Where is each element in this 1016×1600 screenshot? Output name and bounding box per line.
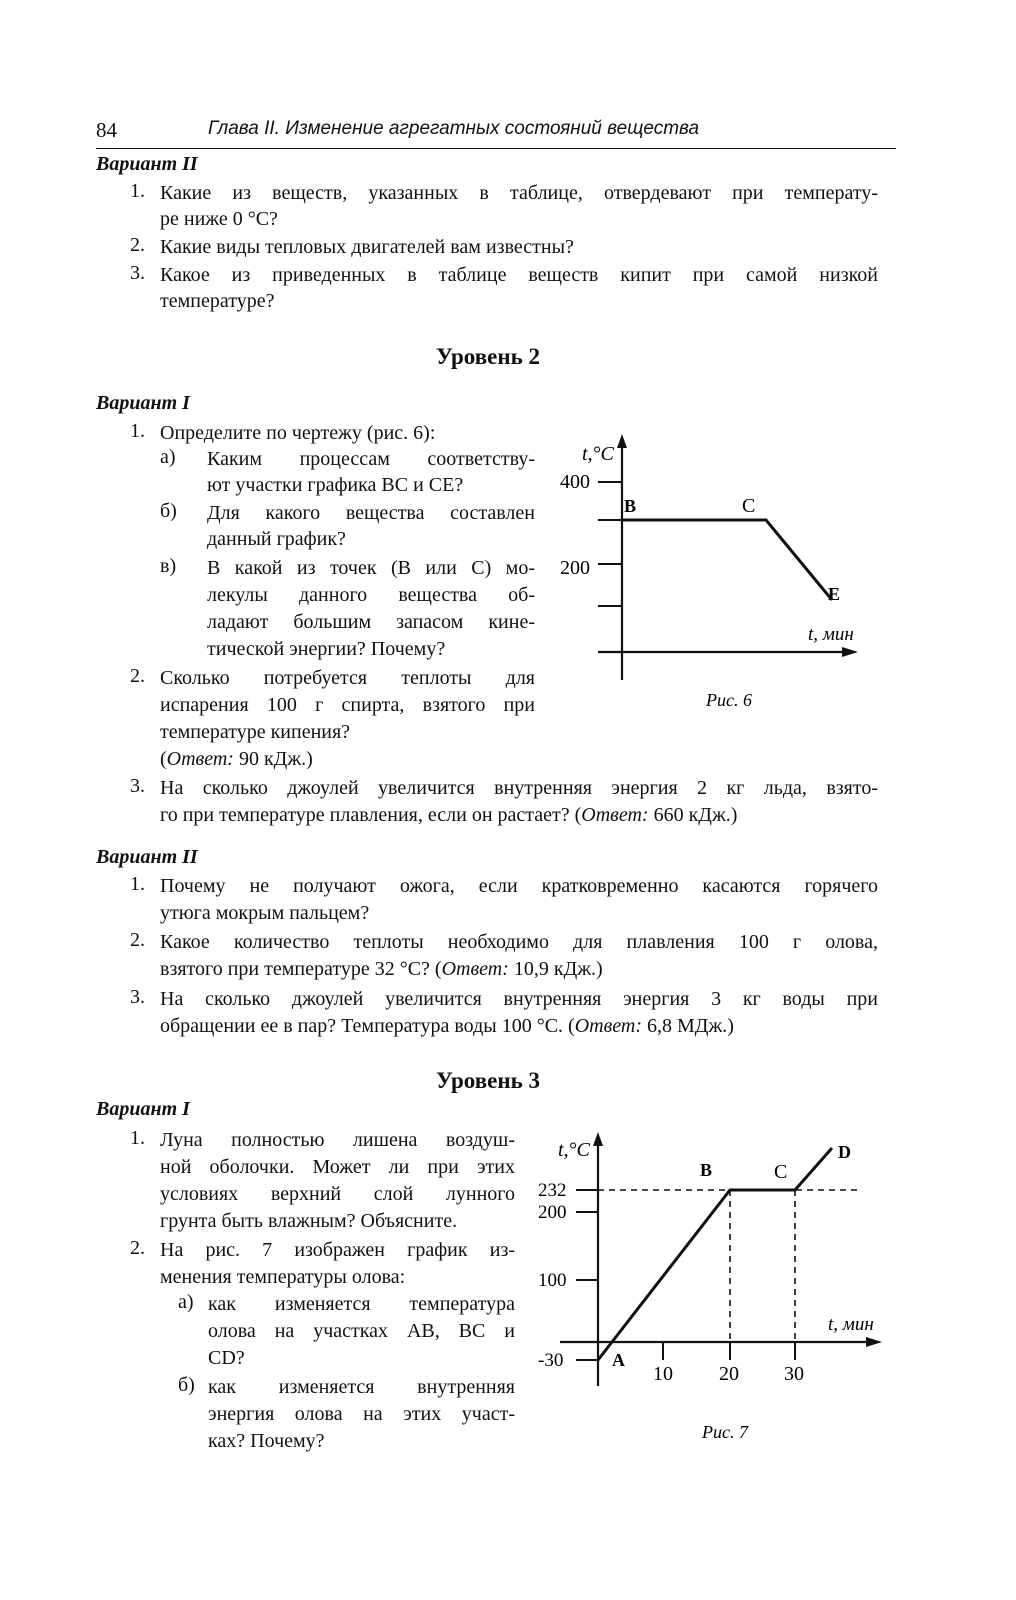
question-text: температуре кипения? xyxy=(160,721,351,743)
question-text: грунта быть влажным? Объясните. xyxy=(160,1210,458,1232)
question-number: 2. xyxy=(130,665,145,687)
subquestion-text: данный график? xyxy=(207,528,346,550)
variant-label: Вариант II xyxy=(96,153,198,175)
temperature-curve xyxy=(622,520,832,600)
y-axis-label: t,°C xyxy=(582,443,614,465)
question-text: Сколько потребуется теплоты для xyxy=(160,667,535,689)
point-label-d: D xyxy=(838,1142,851,1162)
figure-caption: Рис. 6 xyxy=(706,690,752,710)
point-label-b: B xyxy=(624,496,637,516)
question-text: На сколько джоулей увеличится внутренняя энергия 3 кг воды при xyxy=(160,988,878,1010)
subquestion-mark: в) xyxy=(160,555,177,577)
subquestion-text: ют участки графика ВС и СЕ? xyxy=(207,474,464,496)
answer-label: Ответ: xyxy=(166,748,234,770)
figure-7-graph xyxy=(530,1128,900,1450)
tick-label-20: 20 xyxy=(719,1363,739,1385)
level-title: Уровень 3 xyxy=(435,1068,540,1093)
tick-label-30: 30 xyxy=(784,1363,804,1385)
y-axis-arrow xyxy=(593,1132,603,1146)
x-axis-label: t, мин xyxy=(808,624,854,645)
subquestion-text: ках? Почему? xyxy=(208,1430,325,1452)
question-text: На сколько джоулей увеличится внутренняя энергия 2 кг льда, взято- xyxy=(160,777,878,799)
subquestion-text: В какой из точек (В или С) мо- xyxy=(207,557,535,579)
question-text: Определите по чертежу (рис. 6): xyxy=(160,422,436,444)
subquestion-text: энергия олова на этих участ- xyxy=(208,1403,515,1425)
subquestion-mark: а) xyxy=(160,446,176,468)
chapter-title: Глава II. Изменение агрегатных состояний вещества xyxy=(208,118,700,139)
page-number: 84 xyxy=(96,118,117,142)
question-text: Почему не получают ожога, если кратковременно касаются горячего xyxy=(160,875,878,897)
question-text: Какие из веществ, указанных в таблице, отвердевают при температу- xyxy=(160,182,878,204)
question-number: 1. xyxy=(130,180,145,202)
answer-label: Ответ: xyxy=(441,958,509,980)
point-label-c: C xyxy=(742,495,756,517)
question-text: утюга мокрым пальцем? xyxy=(160,902,370,924)
x-axis-arrow xyxy=(842,647,858,657)
subquestion-text: Каким процессам соответству- xyxy=(207,448,535,470)
tick-label-10: 10 xyxy=(653,1363,673,1385)
figure-6-graph xyxy=(540,430,880,740)
question-text: условиях верхний слой лунного xyxy=(160,1183,515,1205)
answer-line: (Ответ: 90 кДж.) xyxy=(160,748,313,770)
question-text: ной оболочки. Может ли при этих xyxy=(160,1156,515,1178)
question-text: испарения 100 г спирта, взятого при xyxy=(160,694,535,716)
answer-line: го при температуре плавления, если он растает? (Ответ: 660 кДж.) xyxy=(160,804,738,826)
answer-label: Ответ: xyxy=(574,1015,643,1037)
subquestion-text: тической энергии? Почему? xyxy=(207,638,446,660)
x-axis-arrow xyxy=(866,1337,882,1347)
question-number: 1. xyxy=(130,420,145,442)
subquestion-text: CD? xyxy=(208,1347,245,1369)
question-text: температуре? xyxy=(160,290,275,312)
figure-caption: Рис. 7 xyxy=(702,1422,748,1442)
tick-label-400: 400 xyxy=(560,471,590,493)
answer-line: взятого при температуре 32 °С? (Ответ: 10,9 кДж.) xyxy=(160,958,603,980)
y-axis-arrow xyxy=(617,434,627,448)
question-number: 3. xyxy=(130,775,145,797)
question-number: 3. xyxy=(130,262,145,284)
subquestion-mark: а) xyxy=(178,1291,194,1313)
tick-label-200: 200 xyxy=(560,557,590,579)
point-label-a: A xyxy=(612,1350,625,1370)
answer-label: Ответ: xyxy=(581,804,649,826)
temperature-curve xyxy=(598,1148,832,1360)
question-number: 2. xyxy=(130,929,145,951)
subquestion-text: как изменяется температура xyxy=(208,1293,515,1315)
question-number: 2. xyxy=(130,234,145,256)
tick-label-232: 232 xyxy=(538,1180,567,1201)
y-axis-label: t,°C xyxy=(558,1139,590,1161)
question-number: 2. xyxy=(130,1237,145,1259)
subquestion-text: ладают большим запасом кине- xyxy=(207,611,535,633)
tick-label-minus-30: -30 xyxy=(538,1350,564,1371)
x-axis-label: t, мин xyxy=(828,1314,874,1335)
question-number: 1. xyxy=(130,873,145,895)
question-text: менения температуры олова: xyxy=(160,1266,406,1288)
question-number: 3. xyxy=(130,986,145,1008)
question-text: На рис. 7 изображен график из- xyxy=(160,1239,515,1261)
point-label-e: E xyxy=(828,584,841,604)
question-text: Какое количество теплоты необходимо для плавления 100 г олова, xyxy=(160,931,878,953)
subquestion-text: олова на участках АВ, ВС и xyxy=(208,1320,515,1342)
level-title: Уровень 2 xyxy=(435,344,540,369)
question-text: Какое из приведенных в таблице веществ кипит при самой низкой xyxy=(160,264,878,286)
point-label-b: B xyxy=(700,1160,713,1180)
answer-line: обращении ее в пар? Температура воды 100 °С. (Ответ: 6,8 МДж.) xyxy=(160,1015,734,1037)
question-text: Луна полностью лишена воздуш- xyxy=(160,1129,515,1151)
question-text: Какие виды тепловых двигателей вам известны? xyxy=(160,236,574,258)
subquestion-text: лекулы данного вещества об- xyxy=(207,584,535,606)
variant-label: Вариант I xyxy=(96,1098,190,1120)
variant-label: Вариант II xyxy=(96,846,198,868)
tick-label-200: 200 xyxy=(538,1202,567,1223)
subquestion-text: Для какого вещества составлен xyxy=(207,502,535,524)
subquestion-mark: б) xyxy=(160,500,177,522)
subquestion-text: как изменяется внутренняя xyxy=(208,1376,515,1398)
point-label-c: C xyxy=(774,1161,788,1183)
question-text: ре ниже 0 °С? xyxy=(160,208,278,230)
tick-label-100: 100 xyxy=(538,1270,567,1291)
page-header xyxy=(96,118,896,149)
variant-label: Вариант I xyxy=(96,392,190,414)
subquestion-mark: б) xyxy=(178,1374,195,1396)
question-number: 1. xyxy=(130,1127,145,1149)
